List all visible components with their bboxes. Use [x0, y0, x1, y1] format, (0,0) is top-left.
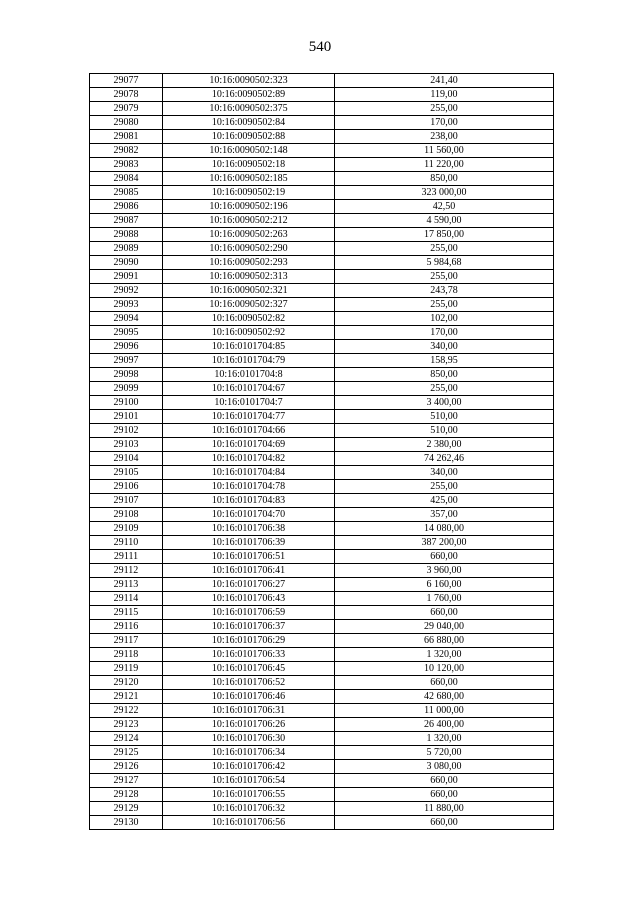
value-cell: 255,00	[335, 480, 554, 494]
value-cell: 1 320,00	[335, 648, 554, 662]
value-cell: 340,00	[335, 466, 554, 480]
row-number-cell: 29109	[90, 522, 163, 536]
row-number-cell: 29114	[90, 592, 163, 606]
table-row	[90, 634, 554, 648]
value-cell: 42 680,00	[335, 690, 554, 704]
table-row	[90, 368, 554, 382]
row-number-cell: 29081	[90, 130, 163, 144]
row-number-cell: 29096	[90, 340, 163, 354]
row-number-cell: 29093	[90, 298, 163, 312]
cadastral-number-cell: 10:16:0090502:92	[163, 326, 335, 340]
row-number-cell: 29111	[90, 550, 163, 564]
value-cell: 3 960,00	[335, 564, 554, 578]
cadastral-number-cell: 10:16:0090502:212	[163, 214, 335, 228]
row-number-cell: 29116	[90, 620, 163, 634]
table-row	[90, 592, 554, 606]
value-cell: 158,95	[335, 354, 554, 368]
row-number-cell: 29078	[90, 88, 163, 102]
row-number-cell: 29083	[90, 158, 163, 172]
cadastral-number-cell: 10:16:0101704:85	[163, 340, 335, 354]
row-number-cell: 29102	[90, 424, 163, 438]
table-row	[90, 298, 554, 312]
table-row	[90, 438, 554, 452]
row-number-cell: 29127	[90, 774, 163, 788]
value-cell: 14 080,00	[335, 522, 554, 536]
value-cell: 255,00	[335, 270, 554, 284]
value-cell: 26 400,00	[335, 718, 554, 732]
row-number-cell: 29088	[90, 228, 163, 242]
row-number-cell: 29100	[90, 396, 163, 410]
value-cell: 1 320,00	[335, 732, 554, 746]
table-row	[90, 200, 554, 214]
table-row	[90, 788, 554, 802]
cadastral-number-cell: 10:16:0101704:77	[163, 410, 335, 424]
table-row	[90, 116, 554, 130]
value-cell: 6 160,00	[335, 578, 554, 592]
table-row	[90, 214, 554, 228]
cadastral-number-cell: 10:16:0090502:196	[163, 200, 335, 214]
cadastral-number-cell: 10:16:0101706:56	[163, 816, 335, 830]
table-row	[90, 690, 554, 704]
table-body	[90, 74, 554, 830]
table-row	[90, 606, 554, 620]
row-number-cell: 29101	[90, 410, 163, 424]
cadastral-number-cell: 10:16:0090502:323	[163, 74, 335, 88]
cadastral-number-cell: 10:16:0101706:59	[163, 606, 335, 620]
value-cell: 102,00	[335, 312, 554, 326]
value-cell: 170,00	[335, 116, 554, 130]
table-row	[90, 354, 554, 368]
table-row	[90, 732, 554, 746]
cadastral-number-cell: 10:16:0090502:321	[163, 284, 335, 298]
cadastral-value-table	[89, 73, 554, 830]
cadastral-number-cell: 10:16:0101706:43	[163, 592, 335, 606]
table-row	[90, 382, 554, 396]
row-number-cell: 29079	[90, 102, 163, 116]
value-cell: 340,00	[335, 340, 554, 354]
value-cell: 11 000,00	[335, 704, 554, 718]
row-number-cell: 29097	[90, 354, 163, 368]
cadastral-number-cell: 10:16:0101706:46	[163, 690, 335, 704]
table-row	[90, 466, 554, 480]
cadastral-number-cell: 10:16:0101704:66	[163, 424, 335, 438]
value-cell: 74 262,46	[335, 452, 554, 466]
table-row	[90, 718, 554, 732]
table-row	[90, 662, 554, 676]
row-number-cell: 29118	[90, 648, 163, 662]
table-row	[90, 774, 554, 788]
page-number: 540	[308, 39, 332, 55]
table-row	[90, 522, 554, 536]
table-row	[90, 578, 554, 592]
cadastral-number-cell: 10:16:0090502:88	[163, 130, 335, 144]
row-number-cell: 29087	[90, 214, 163, 228]
row-number-cell: 29098	[90, 368, 163, 382]
value-cell: 2 380,00	[335, 438, 554, 452]
row-number-cell: 29129	[90, 802, 163, 816]
table-row	[90, 802, 554, 816]
table-row	[90, 312, 554, 326]
table-row	[90, 676, 554, 690]
cadastral-number-cell: 10:16:0101706:38	[163, 522, 335, 536]
table-row	[90, 536, 554, 550]
row-number-cell: 29090	[90, 256, 163, 270]
value-cell: 255,00	[335, 242, 554, 256]
cadastral-number-cell: 10:16:0090502:84	[163, 116, 335, 130]
table-row	[90, 326, 554, 340]
row-number-cell: 29077	[90, 74, 163, 88]
row-number-cell: 29095	[90, 326, 163, 340]
value-cell: 1 760,00	[335, 592, 554, 606]
table-row	[90, 172, 554, 186]
value-cell: 510,00	[335, 410, 554, 424]
table-row	[90, 88, 554, 102]
row-number-cell: 29115	[90, 606, 163, 620]
row-number-cell: 29121	[90, 690, 163, 704]
cadastral-number-cell: 10:16:0101706:41	[163, 564, 335, 578]
row-number-cell: 29120	[90, 676, 163, 690]
cadastral-number-cell: 10:16:0101706:42	[163, 760, 335, 774]
row-number-cell: 29085	[90, 186, 163, 200]
table-row	[90, 648, 554, 662]
row-number-cell: 29124	[90, 732, 163, 746]
cadastral-number-cell: 10:16:0101704:70	[163, 508, 335, 522]
row-number-cell: 29082	[90, 144, 163, 158]
row-number-cell: 29110	[90, 536, 163, 550]
cadastral-number-cell: 10:16:0101706:32	[163, 802, 335, 816]
value-cell: 3 080,00	[335, 760, 554, 774]
row-number-cell: 29089	[90, 242, 163, 256]
value-cell: 255,00	[335, 382, 554, 396]
cadastral-number-cell: 10:16:0090502:82	[163, 312, 335, 326]
value-cell: 66 880,00	[335, 634, 554, 648]
cadastral-number-cell: 10:16:0101706:37	[163, 620, 335, 634]
value-cell: 11 880,00	[335, 802, 554, 816]
row-number-cell: 29123	[90, 718, 163, 732]
table-row	[90, 508, 554, 522]
cadastral-number-cell: 10:16:0090502:290	[163, 242, 335, 256]
value-cell: 660,00	[335, 788, 554, 802]
row-number-cell: 29112	[90, 564, 163, 578]
value-cell: 10 120,00	[335, 662, 554, 676]
value-cell: 660,00	[335, 816, 554, 830]
value-cell: 255,00	[335, 102, 554, 116]
value-cell: 243,78	[335, 284, 554, 298]
value-cell: 425,00	[335, 494, 554, 508]
row-number-cell: 29122	[90, 704, 163, 718]
cadastral-number-cell: 10:16:0090502:375	[163, 102, 335, 116]
cadastral-number-cell: 10:16:0090502:18	[163, 158, 335, 172]
cadastral-number-cell: 10:16:0101706:34	[163, 746, 335, 760]
row-number-cell: 29126	[90, 760, 163, 774]
table-row	[90, 564, 554, 578]
cadastral-number-cell: 10:16:0101704:67	[163, 382, 335, 396]
row-number-cell: 29106	[90, 480, 163, 494]
table-row	[90, 704, 554, 718]
cadastral-number-cell: 10:16:0090502:293	[163, 256, 335, 270]
value-cell: 660,00	[335, 606, 554, 620]
cadastral-number-cell: 10:16:0101706:52	[163, 676, 335, 690]
value-cell: 241,40	[335, 74, 554, 88]
cadastral-number-cell: 10:16:0101706:45	[163, 662, 335, 676]
table-row	[90, 102, 554, 116]
row-number-cell: 29104	[90, 452, 163, 466]
table-row	[90, 130, 554, 144]
cadastral-number-cell: 10:16:0101706:51	[163, 550, 335, 564]
table-row	[90, 270, 554, 284]
cadastral-number-cell: 10:16:0101706:33	[163, 648, 335, 662]
table-row	[90, 424, 554, 438]
value-cell: 850,00	[335, 368, 554, 382]
table-row	[90, 256, 554, 270]
value-cell: 3 400,00	[335, 396, 554, 410]
row-number-cell: 29103	[90, 438, 163, 452]
table-row	[90, 284, 554, 298]
value-cell: 387 200,00	[335, 536, 554, 550]
value-cell: 29 040,00	[335, 620, 554, 634]
cadastral-number-cell: 10:16:0101704:79	[163, 354, 335, 368]
value-cell: 119,00	[335, 88, 554, 102]
row-number-cell: 29080	[90, 116, 163, 130]
value-cell: 660,00	[335, 676, 554, 690]
table-row	[90, 74, 554, 88]
table-row	[90, 550, 554, 564]
value-cell: 238,00	[335, 130, 554, 144]
cadastral-number-cell: 10:16:0101706:39	[163, 536, 335, 550]
row-number-cell: 29107	[90, 494, 163, 508]
cadastral-number-cell: 10:16:0101704:83	[163, 494, 335, 508]
cadastral-number-cell: 10:16:0101706:26	[163, 718, 335, 732]
row-number-cell: 29125	[90, 746, 163, 760]
cadastral-number-cell: 10:16:0101706:55	[163, 788, 335, 802]
table-row	[90, 452, 554, 466]
value-cell: 850,00	[335, 172, 554, 186]
value-cell: 660,00	[335, 550, 554, 564]
cadastral-number-cell: 10:16:0101706:27	[163, 578, 335, 592]
row-number-cell: 29108	[90, 508, 163, 522]
value-cell: 510,00	[335, 424, 554, 438]
cadastral-number-cell: 10:16:0101704:7	[163, 396, 335, 410]
table-row	[90, 410, 554, 424]
row-number-cell: 29091	[90, 270, 163, 284]
row-number-cell: 29117	[90, 634, 163, 648]
cadastral-number-cell: 10:16:0101706:30	[163, 732, 335, 746]
row-number-cell: 29105	[90, 466, 163, 480]
cadastral-number-cell: 10:16:0101704:69	[163, 438, 335, 452]
table-row	[90, 144, 554, 158]
table-row	[90, 816, 554, 830]
row-number-cell: 29092	[90, 284, 163, 298]
value-cell: 17 850,00	[335, 228, 554, 242]
cadastral-number-cell: 10:16:0101706:54	[163, 774, 335, 788]
table-row	[90, 340, 554, 354]
row-number-cell: 29113	[90, 578, 163, 592]
value-cell: 5 720,00	[335, 746, 554, 760]
cadastral-number-cell: 10:16:0090502:148	[163, 144, 335, 158]
cadastral-number-cell: 10:16:0090502:185	[163, 172, 335, 186]
row-number-cell: 29094	[90, 312, 163, 326]
value-cell: 660,00	[335, 774, 554, 788]
cadastral-number-cell: 10:16:0101704:84	[163, 466, 335, 480]
table-row	[90, 480, 554, 494]
row-number-cell: 29128	[90, 788, 163, 802]
cadastral-number-cell: 10:16:0101706:29	[163, 634, 335, 648]
row-number-cell: 29130	[90, 816, 163, 830]
value-cell: 11 220,00	[335, 158, 554, 172]
table-row	[90, 760, 554, 774]
value-cell: 357,00	[335, 508, 554, 522]
value-cell: 4 590,00	[335, 214, 554, 228]
row-number-cell: 29099	[90, 382, 163, 396]
value-cell: 42,50	[335, 200, 554, 214]
row-number-cell: 29086	[90, 200, 163, 214]
cadastral-number-cell: 10:16:0090502:19	[163, 186, 335, 200]
table-row	[90, 186, 554, 200]
cadastral-number-cell: 10:16:0090502:313	[163, 270, 335, 284]
cadastral-number-cell: 10:16:0090502:327	[163, 298, 335, 312]
value-cell: 11 560,00	[335, 144, 554, 158]
cadastral-number-cell: 10:16:0101704:82	[163, 452, 335, 466]
value-cell: 5 984,68	[335, 256, 554, 270]
table-row	[90, 746, 554, 760]
table-row	[90, 620, 554, 634]
table-row	[90, 228, 554, 242]
value-cell: 255,00	[335, 298, 554, 312]
value-cell: 170,00	[335, 326, 554, 340]
row-number-cell: 29084	[90, 172, 163, 186]
table-row	[90, 242, 554, 256]
cadastral-number-cell: 10:16:0090502:263	[163, 228, 335, 242]
table-row	[90, 158, 554, 172]
table-row	[90, 396, 554, 410]
cadastral-number-cell: 10:16:0101706:31	[163, 704, 335, 718]
table-row	[90, 494, 554, 508]
row-number-cell: 29119	[90, 662, 163, 676]
cadastral-number-cell: 10:16:0101704:8	[163, 368, 335, 382]
cadastral-number-cell: 10:16:0090502:89	[163, 88, 335, 102]
cadastral-number-cell: 10:16:0101704:78	[163, 480, 335, 494]
value-cell: 323 000,00	[335, 186, 554, 200]
